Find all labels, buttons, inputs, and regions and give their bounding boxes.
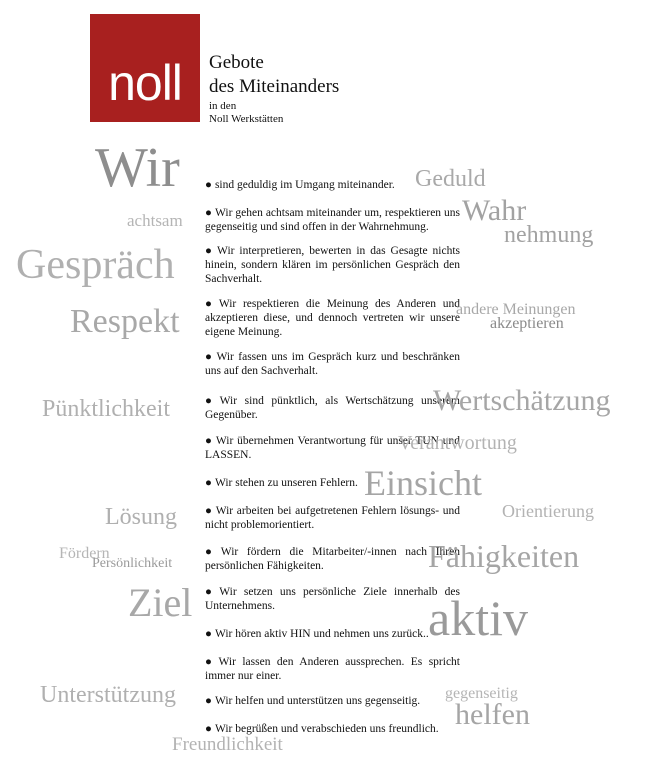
word-gegenseitig: gegenseitig xyxy=(445,685,518,702)
rule-text: Wir gehen achtsam miteinander um, respektieren uns gegenseitig und sind offen in der Wahrnehmung. xyxy=(205,207,460,233)
rule-text: Wir fördern die Mitarbeiter/-innen nach Ihren persönlichen Fähigkeiten. xyxy=(205,546,460,572)
rule-text: Wir hören aktiv HIN und nehmen uns zurück.. xyxy=(214,628,429,640)
bullet: ● xyxy=(205,245,215,257)
rule-item xyxy=(205,244,460,286)
word-andere-meinungen: andere Meinungen xyxy=(456,301,576,318)
rule-text: sind geduldig im Umgang miteinander. xyxy=(214,179,395,191)
rule-text: Wir interpretieren, bewerten in das Gesagte nichts hinein, sondern klären im persönlichen Gespräch den Sachverhalt. xyxy=(205,245,461,285)
bullet: ● xyxy=(205,586,217,598)
word-respekt: Respekt xyxy=(70,303,180,340)
word-foerdern: Fördern xyxy=(59,545,110,562)
word-gespraech: Gespräch xyxy=(16,242,175,288)
word-puenktlichkeit: Pünktlichkeit xyxy=(42,396,170,422)
word-nehmung: nehmung xyxy=(504,222,594,248)
rule-item xyxy=(205,394,460,422)
subtitle-line-2: Noll Werkstätten xyxy=(209,113,284,125)
word-aktiv: aktiv xyxy=(428,590,528,646)
rule-text: Wir lassen den Anderen aussprechen. Es spricht immer nur einer. xyxy=(205,656,460,682)
word-orientierung: Orientierung xyxy=(502,501,594,521)
rule-item xyxy=(205,585,460,613)
word-achtsam: achtsam xyxy=(127,211,183,230)
rule-text: Wir setzen uns persönliche Ziele innerhalb des Unternehmens. xyxy=(205,586,460,612)
word-wertschaetzung: Wertschätzung xyxy=(433,384,611,417)
rule-item xyxy=(205,350,460,378)
word-akzeptieren: akzeptieren xyxy=(490,315,564,332)
bullet: ● xyxy=(205,505,213,517)
word-wir: Wir xyxy=(95,137,180,199)
rule-text: Wir respektieren die Meinung des Anderen und akzeptieren diese, und dennoch vertreten wir unsere eigene Meinung. xyxy=(205,298,460,338)
rule-text: Wir stehen zu unseren Fehlern. xyxy=(214,477,358,489)
noll-logo xyxy=(90,14,200,122)
rule-item xyxy=(205,297,460,339)
rule-text: Wir fassen uns im Gespräch kurz und beschränken uns auf den Sachverhalt. xyxy=(205,351,460,377)
bullet: ● xyxy=(205,656,216,668)
rule-text: Wir sind pünktlich, als Wertschätzung unserem Gegenüber. xyxy=(205,395,460,421)
bullet: ● xyxy=(205,351,214,363)
rule-item xyxy=(205,504,460,532)
word-ziel: Ziel xyxy=(128,580,193,625)
rule-item xyxy=(205,694,460,708)
logo-text: noll xyxy=(108,55,182,111)
rule-item xyxy=(205,545,460,573)
bullet: ● xyxy=(205,179,212,191)
word-loesung: Lösung xyxy=(105,504,177,530)
bullet: ● xyxy=(205,207,213,219)
word-geduld: Geduld xyxy=(415,166,486,192)
rule-item xyxy=(205,627,460,641)
word-persoenlichkeit: Persönlichkeit xyxy=(92,556,173,571)
bullet: ● xyxy=(205,395,217,407)
word-faehigkeiten: Fähigkeiten xyxy=(428,538,580,574)
rule-item xyxy=(205,206,460,234)
word-wahr: Wahr xyxy=(462,194,527,227)
bullet: ● xyxy=(205,723,212,735)
word-einsicht: Einsicht xyxy=(364,463,482,503)
bullet: ● xyxy=(205,298,216,310)
subtitle-line-1: in den xyxy=(209,100,237,112)
bullet: ● xyxy=(205,695,212,707)
word-unterstuetzung: Unterstützung xyxy=(40,682,176,708)
rule-text: Wir arbeiten bei aufgetretenen Fehlern lösungs- und nicht problemorientiert. xyxy=(205,505,460,531)
rule-text: Wir helfen und unterstützen uns gegenseitig. xyxy=(214,695,421,707)
rule-text: Wir übernehmen Verantwortung für unser TUN und LASSEN. xyxy=(205,435,461,461)
word-verantwortung: Verantwortung xyxy=(398,432,517,454)
rule-item xyxy=(205,655,460,683)
bullet: ● xyxy=(205,546,218,558)
word-freundlichkeit: Freundlichkeit xyxy=(172,734,283,755)
rule-text: Wir begrüßen und verabschieden uns freundlich. xyxy=(214,723,439,735)
bullet: ● xyxy=(205,435,213,447)
word-helfen: helfen xyxy=(455,698,530,731)
title-line-1: Gebote xyxy=(209,52,264,73)
bullet: ● xyxy=(205,628,212,640)
bullet: ● xyxy=(205,477,212,489)
title-line-2: des Miteinanders xyxy=(209,76,340,97)
